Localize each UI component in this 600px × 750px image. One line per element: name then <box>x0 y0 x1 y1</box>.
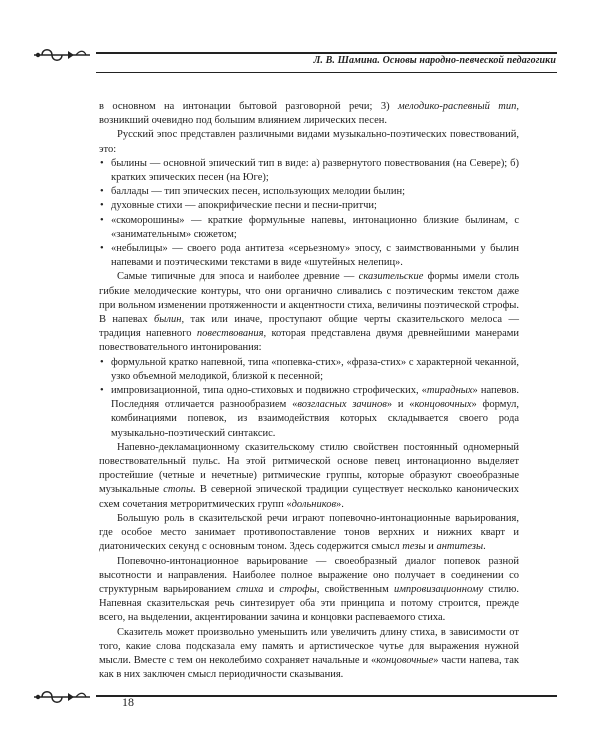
text-run-emphasis: импровизационному <box>393 583 484 595</box>
paragraph-4 <box>99 441 519 512</box>
text-run-emphasis: былин, <box>154 314 185 326</box>
list-item <box>99 384 519 441</box>
text-run: » напевов. Последняя отличается разнообразием « <box>111 385 519 411</box>
text-run-emphasis: стопы. <box>163 484 196 496</box>
manners-list <box>99 356 519 441</box>
text-run: Сказитель может произвольно уменьшить или увеличить длину стиха, в зависимости от того, какие слова подсказала ему память и артистическое чутье для выражения нужной мысли. Вместе с тем он неколебимо сохраняет начальные и « <box>99 626 519 666</box>
list-item: • «скоморошины» — краткие формульные напевы, интонационно близкие былинам, с «занимательным» сюжетом; <box>99 214 519 242</box>
ornament-flourish-icon <box>32 44 92 66</box>
list-item: • баллады — тип эпических песен, использующих мелодии былин; <box>99 185 519 199</box>
header-rule <box>96 52 557 54</box>
text-run-emphasis: сказительские <box>358 271 424 283</box>
ornament-flourish-icon <box>32 686 92 708</box>
text-run: в основном на интонации бытовой разговорной речи; 3) <box>99 101 398 112</box>
text-run: так или иначе, проступают общие черты сказительского мелоса — традиция напевного <box>99 314 519 340</box>
text-run: которая представлена двумя древнейшими манерами повествовательного интонирования: <box>99 328 519 354</box>
paragraph-2: Русский эпос представлен различными видами музыкально-поэтических повествований, это: <box>99 129 519 155</box>
paragraph-7 <box>99 626 519 683</box>
text-run: » формул, комбинациями попевок, из взаимодействия которых складывается своего рода музыкально-поэтический синтаксис. <box>111 399 519 439</box>
text-run-emphasis: возгласных зачинов <box>297 399 387 411</box>
list-item: • формульной кратко напевной, типа «попевка-стих», «фраза-стих» с характерной чеканной, узко объемной мелодикой, близкой к песенной; <box>99 356 519 384</box>
paragraph-1 <box>99 100 519 128</box>
text-run-emphasis: концовочные <box>376 654 434 666</box>
text-run: и <box>263 583 280 595</box>
list-item: • духовные стихи — апокрифические песни и песни-притчи; <box>99 199 519 213</box>
text-run-emphasis: тезы <box>402 541 426 553</box>
text-run-emphasis: повествования, <box>196 328 267 340</box>
epic-types-list <box>99 157 519 271</box>
text-run: возникший очевидно под большим влиянием лирических песен. <box>99 115 387 127</box>
list-item: • былины — основной эпический тип в виде: а) развернутого повествования (на Севере); б) кратких эпических песен (на Юге); <box>99 157 519 185</box>
text-run: Попевочно-интонационное варьирование — своеобразный диалог попевок разной высотности и направления. Наиболее полное выражение оно получает в соединении со структурным варьированием <box>99 555 519 595</box>
text-run-emphasis: дольников <box>291 498 337 510</box>
text-run: » части напева, так как в них заключен смысл периодичности сказывания. <box>99 654 519 681</box>
text-run: ». <box>336 498 344 510</box>
text-run-emphasis: мелодико-распевный тип, <box>397 101 519 112</box>
text-run-emphasis: концовочных <box>414 399 472 411</box>
text-run-emphasis: тирадных <box>426 385 473 397</box>
page-number: 18 <box>122 695 134 709</box>
text-run-emphasis: антитезы <box>436 541 484 553</box>
text-run: стилю. Напевная сказительская речь синтезирует оба эти принципа и потому строится, прежде всего, на выделении, акцентировании зачина и концовки распеваемого стиха. <box>99 583 519 624</box>
text-run: . <box>483 541 486 553</box>
text-run-emphasis: стиха <box>236 583 264 595</box>
text-run: , свойственным <box>316 583 394 595</box>
text-run: » и « <box>386 399 415 411</box>
text-run: В северной эпической традиции существует несколько канонических схем сочетания метроритмических групп « <box>99 484 519 510</box>
page-body <box>99 100 519 682</box>
text-run: Большую роль в сказительской речи играют попевочно-интонационные варьирования, где особое место занимает противопоставление тонов верхних и нижних кварт и диатонических секунд с основным тоном. Здесь содержится смысл <box>99 512 519 553</box>
paragraph-5 <box>99 512 519 555</box>
text-run: и <box>425 541 437 553</box>
text-run: Напевно-декламационному сказительскому стилю свойствен постоянный одномерный повествовательный пульс. На этой ритмической основе певец интонационно выделяет простейшие (четные и нечетные) ритмические группы, которые образуют своеобразные музыкальные <box>99 441 519 496</box>
paragraph-3 <box>99 270 519 355</box>
text-run: формы имели столь гибкие мелодические контуры, что они органично сливались с поэтическим текстом даже при вольном изменении протяженности и акцентности стиха, величины поэтической строфы. В напевах <box>99 271 519 326</box>
text-run: импровизационной, типа одно-стиховых и подвижно строфических, « <box>111 385 427 397</box>
footer-rule <box>96 695 557 697</box>
running-head: Л. В. Шамина. Основы народно-певческой педагогики <box>313 55 556 66</box>
text-run: Самые типичные для эпоса и наиболее древние — <box>117 271 359 283</box>
text-run-emphasis: строфы <box>279 583 317 595</box>
list-item: • «небылицы» — своего рода антитеза «серьезному» эпосу, с заимствованными у былин напевами и поэтическими текстами в виде «шутейных нелепиц». <box>99 242 519 270</box>
paragraph-6 <box>99 555 519 626</box>
header-rule-thin <box>96 72 557 73</box>
